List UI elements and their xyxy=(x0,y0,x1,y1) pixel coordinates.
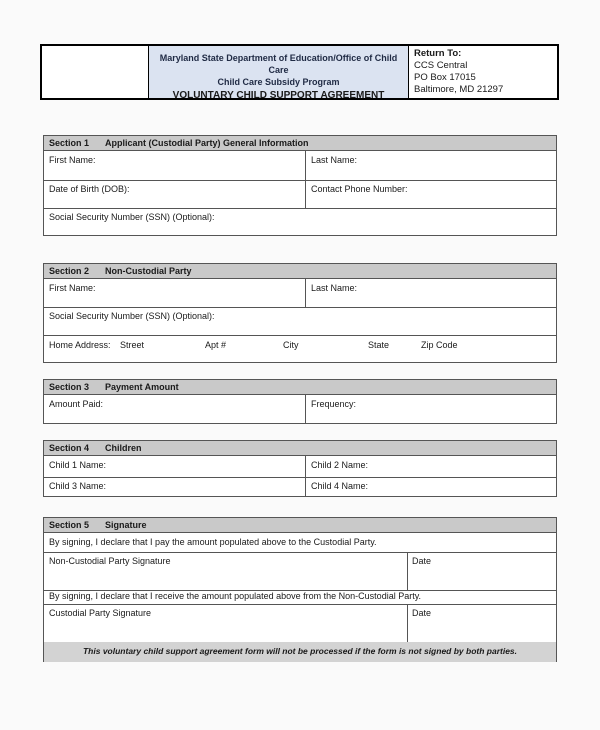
form-row xyxy=(44,552,556,591)
ncp-home-address-field[interactable] xyxy=(44,335,556,363)
pay-declaration-text: By signing, I declare that I pay the amount populated above to the Custodial Party. xyxy=(49,537,377,547)
ssn-field[interactable] xyxy=(44,208,556,236)
form-row xyxy=(44,642,556,662)
state-label: State xyxy=(368,340,390,350)
field-label: Home Address: xyxy=(49,340,111,350)
return-address-block xyxy=(414,48,503,96)
field-label: Last Name: xyxy=(311,283,358,293)
child-3-name-field[interactable] xyxy=(44,477,305,497)
form-row xyxy=(44,307,556,336)
form-row xyxy=(44,477,556,497)
agency-title-block xyxy=(148,46,409,101)
form-row xyxy=(44,456,556,478)
ncp-first-name-field[interactable] xyxy=(44,279,305,307)
ncp-last-name-field[interactable] xyxy=(306,279,556,307)
first-name-field[interactable] xyxy=(44,151,305,180)
agency-line-1: Maryland State Department of Education/Office of Child Care xyxy=(159,53,398,75)
receive-declaration-text: By signing, I declare that I receive the amount populated above from the Non-Custodial Party. xyxy=(49,591,422,601)
processing-notice: This voluntary child support agreement form will not be processed if the form is not signed by both parties. xyxy=(82,646,518,656)
agency-line-2: Child Care Subsidy Program xyxy=(217,77,340,87)
section-1-header xyxy=(44,136,556,151)
field-label: Contact Phone Number: xyxy=(311,184,408,194)
apt-label: Apt # xyxy=(205,340,227,350)
form-row xyxy=(44,208,556,236)
section-1 xyxy=(43,135,557,236)
field-label: Child 4 Name: xyxy=(311,481,369,491)
form-header xyxy=(40,44,559,100)
section-title: Children xyxy=(105,443,142,453)
form-row xyxy=(44,279,556,308)
field-label: Frequency: xyxy=(311,399,357,409)
cp-date-field[interactable] xyxy=(408,604,556,642)
field-label: Child 1 Name: xyxy=(49,460,107,470)
child-4-name-field[interactable] xyxy=(306,477,556,497)
field-label: Child 2 Name: xyxy=(311,460,369,470)
section-number: Section 5 xyxy=(49,520,90,530)
section-number: Section 2 xyxy=(49,266,90,276)
child-2-name-field[interactable] xyxy=(306,456,556,477)
form-row xyxy=(44,590,556,605)
field-label: Date of Birth (DOB): xyxy=(49,184,130,194)
form-row xyxy=(44,180,556,209)
zip-code-label: Zip Code xyxy=(421,340,458,350)
section-title: Applicant (Custodial Party) General Information xyxy=(105,138,309,148)
section-3 xyxy=(43,379,557,424)
form-row xyxy=(44,533,556,553)
return-address-line: CCS Central xyxy=(414,60,468,71)
field-label: First Name: xyxy=(49,283,96,293)
section-number: Section 3 xyxy=(49,382,90,392)
last-name-field[interactable] xyxy=(306,151,556,180)
field-label: Non-Custodial Party Signature xyxy=(49,556,171,566)
frequency-field[interactable] xyxy=(306,395,556,424)
section-title: Signature xyxy=(105,520,147,530)
cp-signature-field[interactable] xyxy=(44,604,407,642)
return-address-line: PO Box 17015 xyxy=(414,72,476,83)
form-row xyxy=(44,335,556,363)
ncp-date-field[interactable] xyxy=(408,552,556,590)
form-title: VOLUNTARY CHILD SUPPORT AGREEMENT xyxy=(172,90,385,101)
field-label: Amount Paid: xyxy=(49,399,104,409)
section-4-header xyxy=(44,441,556,456)
section-number: Section 1 xyxy=(49,138,90,148)
field-label: Date xyxy=(412,556,432,566)
section-5 xyxy=(43,517,557,662)
section-2 xyxy=(43,263,557,363)
field-label: Date xyxy=(412,608,432,618)
child-1-name-field[interactable] xyxy=(44,456,305,477)
form-row xyxy=(44,151,556,181)
section-2-header xyxy=(44,264,556,279)
section-number: Section 4 xyxy=(49,443,90,453)
amount-paid-field[interactable] xyxy=(44,395,305,424)
field-label: Child 3 Name: xyxy=(49,481,107,491)
return-address-line: Baltimore, MD 21297 xyxy=(414,84,504,95)
dob-field[interactable] xyxy=(44,180,305,208)
contact-phone-field[interactable] xyxy=(306,180,556,208)
section-title: Non-Custodial Party xyxy=(105,266,192,276)
field-label: Social Security Number (SSN) (Optional): xyxy=(49,311,215,321)
street-label: Street xyxy=(120,340,145,350)
form-row xyxy=(44,395,556,424)
section-title: Payment Amount xyxy=(105,382,179,392)
field-label: Custodial Party Signature xyxy=(49,608,152,618)
form-row xyxy=(44,604,556,643)
section-4 xyxy=(43,440,557,497)
ncp-signature-field[interactable] xyxy=(44,552,407,590)
section-3-header xyxy=(44,380,556,395)
return-to-label: Return To: xyxy=(414,48,462,59)
field-label: First Name: xyxy=(49,155,96,165)
ncp-ssn-field[interactable] xyxy=(44,307,556,335)
city-label: City xyxy=(283,340,299,350)
field-label: Last Name: xyxy=(311,155,358,165)
section-5-header xyxy=(44,518,556,533)
field-label: Social Security Number (SSN) (Optional): xyxy=(49,212,215,222)
